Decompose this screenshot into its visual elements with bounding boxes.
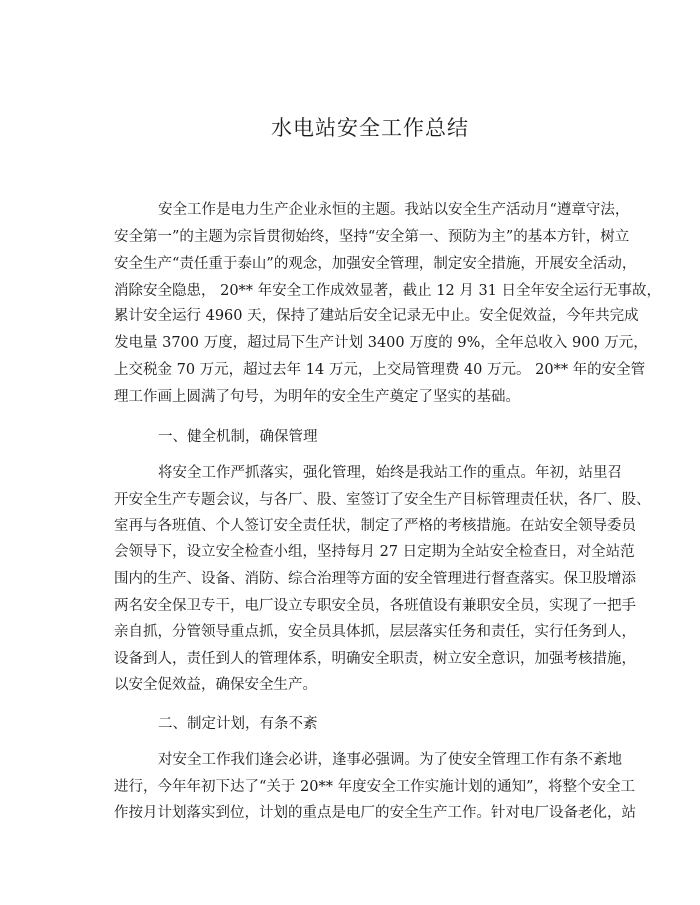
paragraph-3-line-2: 进行，今年年初下达了“关于 20** 年度安全工作实施计划的通知”，将整个安全工: [114, 779, 635, 795]
paragraph-1-line-3: 安全生产“责任重于泰山”的观念，加强安全管理，制定安全措施，开展安全活动，: [114, 256, 637, 272]
paragraph-2-line-8: 设备到人，责任到人的管理体系，明确安全职责，树立安全意识，加强考核措施，: [114, 651, 636, 667]
paragraph-2-line-6: 两名安全保卫专干，电厂设立专职安全员，各班值设有兼职安全员，实现了一把手: [114, 598, 636, 614]
paragraph-2-line-2: 开安全生产专题会议，与各厂、股、室签订了安全生产目标管理责任状，各厂、股、: [114, 492, 651, 508]
paragraph-2-line-9: 以安全促效益，确保安全生产。: [114, 677, 317, 693]
paragraph-2-line-1: 将安全工作严抓落实，强化管理，始终是我站工作的重点。年初，站里召: [158, 465, 622, 481]
paragraph-1-line-4: 消除安全隐患， 20** 年安全工作成效显著，截止 12 月 31 日全年安全运行无事故，: [114, 283, 662, 299]
paragraph-1-line-7: 上交税金 70 万元，超过去年 14 万元，上交局管理费 40 万元。 20** 年的安全管: [114, 362, 646, 378]
paragraph-2-line-3: 室再与各班值、个人签订安全责任状，制定了严格的考核措施。在站安全领导委员: [114, 518, 636, 534]
paragraph-1-line-5: 累计安全运行 4960 天，保持了建站后安全记录无中止。安全促效益，今年共完成: [114, 308, 639, 324]
section-heading-1: 一、健全机制，确保管理: [158, 429, 318, 445]
section-heading-2: 二、制定计划，有条不紊: [158, 716, 318, 732]
paragraph-1-line-2: 安全第一”的主题为宗旨贯彻始终，坚持“安全第一、预防为主”的基本方针，树立: [114, 229, 630, 245]
paragraph-1-line-6: 发电量 3700 万度，超过局下生产计划 3400 万度的 9%，全年总收入 900 万元，: [114, 335, 648, 351]
paragraph-2-line-7: 亲自抓，分管领导重点抓，安全员具体抓，层层落实任务和责任，实行任务到人，: [114, 624, 636, 640]
paragraph-1-line-1: 安全工作是电力生产企业永恒的主题。我站以安全生产活动月“遵章守法，: [158, 202, 630, 218]
paragraph-3-line-3: 作按月计划落实到位，计划的重点是电厂的安全生产工作。针对电厂设备老化，站: [114, 805, 636, 821]
paragraph-2-line-4: 会领导下，设立安全检查小组，坚持每月 27 日定期为全站安全检查日，对全站范: [114, 544, 635, 560]
paragraph-3-line-1: 对安全工作我们逢会必讲，逢事必强调。为了使安全管理工作有条不紊地: [158, 752, 622, 768]
document-title: 水电站安全工作总结: [271, 116, 469, 140]
paragraph-1-line-8: 理工作画上圆满了句号，为明年的安全生产奠定了坚实的基础。: [114, 389, 520, 405]
paragraph-2-line-5: 围内的生产、设备、消防、综合治理等方面的安全管理进行督查落实。保卫股增添: [114, 571, 636, 587]
